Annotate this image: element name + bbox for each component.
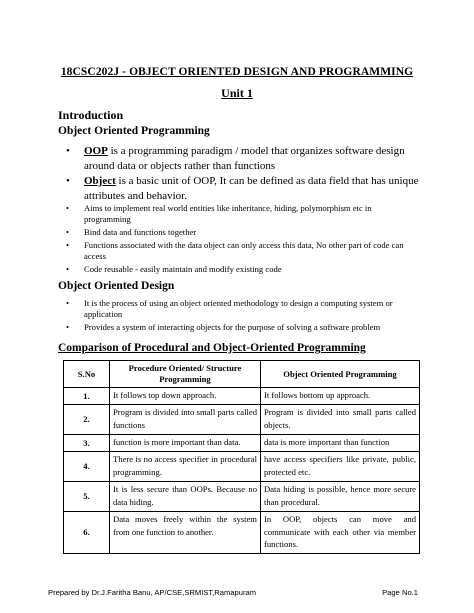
procedural-cell: Data moves freely within the system from one function to another. (110, 512, 261, 554)
list-item-text: It is the process of using an object oriented methodology to design a computing system or application (84, 298, 393, 320)
sno-cell: 5. (64, 482, 110, 512)
sno-cell: 3. (64, 435, 110, 452)
page-number: Page No.1 (382, 588, 418, 597)
oop-cell: It follows bottom up approach. (261, 388, 420, 405)
list-item (60, 227, 420, 238)
list-item (60, 264, 420, 275)
ood-heading: Object Oriented Design (58, 280, 175, 292)
bullet-icon: • (66, 203, 70, 213)
list-item (60, 203, 420, 226)
sno-cell: 6. (64, 512, 110, 554)
procedural-cell: Program is divided into small parts called functions (110, 405, 261, 435)
definition: is a basic unit of OOP, It can be defined as data field that has unique attributes and behavior. (84, 175, 419, 202)
sno-cell: 4. (64, 452, 110, 482)
comparison-heading: Comparison of Procedural and Object-Oriented Programming (58, 342, 366, 354)
oop-cell: data is more important than function (261, 435, 420, 452)
bullet-icon: • (66, 240, 70, 251)
oop-cell: Data hiding is possible, hence more secure than procedural. (261, 482, 420, 512)
list-item-text: Provides a system of interacting objects for the purpose of solving a software problem (84, 322, 381, 333)
table-row (64, 435, 420, 452)
oop-heading: Object Oriented Programming (58, 125, 210, 137)
definition: is a programming paradigm / model that organizes software design around data or objects rather than functions (84, 145, 405, 172)
unit-heading: Unit 1 (221, 86, 253, 100)
table-row (64, 388, 420, 405)
table-row (64, 405, 420, 435)
bullet-icon: • (66, 264, 70, 275)
list-item (60, 144, 420, 173)
term: Object (84, 175, 116, 187)
procedural-cell: It is less secure than OOPs. Because no data hiding. (110, 482, 261, 512)
oop-cell: have access specifiers like private, public, protected etc. (261, 452, 420, 482)
column-header-sno: S.No (64, 361, 110, 388)
comparison-table (63, 360, 420, 554)
table-row (64, 452, 420, 482)
bullet-icon: • (66, 298, 70, 308)
term: OOP (84, 145, 108, 157)
oop-cell: In OOP, objects can move and communicate with each other via member functions. (261, 512, 420, 554)
list-item (60, 298, 420, 321)
oop-features-list (60, 203, 420, 277)
page-footer (48, 588, 418, 597)
list-item (60, 240, 420, 263)
list-item-text: Functions associated with the data object can only access this data, No other part of code can access (84, 240, 404, 262)
list-item (60, 174, 420, 203)
bullet-icon: • (66, 145, 70, 157)
procedural-cell: It follows top down approach. (110, 388, 261, 405)
procedural-cell: There is no access specifier in procedural programming. (110, 452, 261, 482)
sno-cell: 2. (64, 405, 110, 435)
oop-cell: Program is divided into small parts called objects. (261, 405, 420, 435)
footer-author: Prepared by Dr.J.Faritha Banu, AP/CSE,SRMIST,Ramapuram (48, 588, 257, 597)
list-item-text: Code reusable - easily maintain and modify existing code (84, 264, 282, 275)
document-title: 18CSC202J - OBJECT ORIENTED DESIGN AND PROGRAMMING (60, 66, 414, 78)
bullet-icon: • (66, 227, 70, 238)
table-row (64, 512, 420, 554)
column-header-oop: Object Oriented Programming (261, 361, 420, 388)
table-header-row (64, 361, 420, 388)
sno-cell: 1. (64, 388, 110, 405)
list-item-text: Bind data and functions together (84, 227, 197, 238)
introduction-heading: Introduction (58, 108, 124, 122)
oop-definition-list (60, 144, 420, 204)
ood-list (60, 298, 420, 335)
procedural-cell: function is more important than data. (110, 435, 261, 452)
column-header-procedural: Procedure Oriented/ Structure Programming (110, 361, 261, 388)
list-item-text: Aims to implement real world entities like inheritance, hiding, polymorphism etc in programming (84, 203, 372, 225)
table-row (64, 482, 420, 512)
list-item (60, 322, 420, 333)
bullet-icon: • (66, 175, 70, 187)
bullet-icon: • (66, 322, 70, 333)
